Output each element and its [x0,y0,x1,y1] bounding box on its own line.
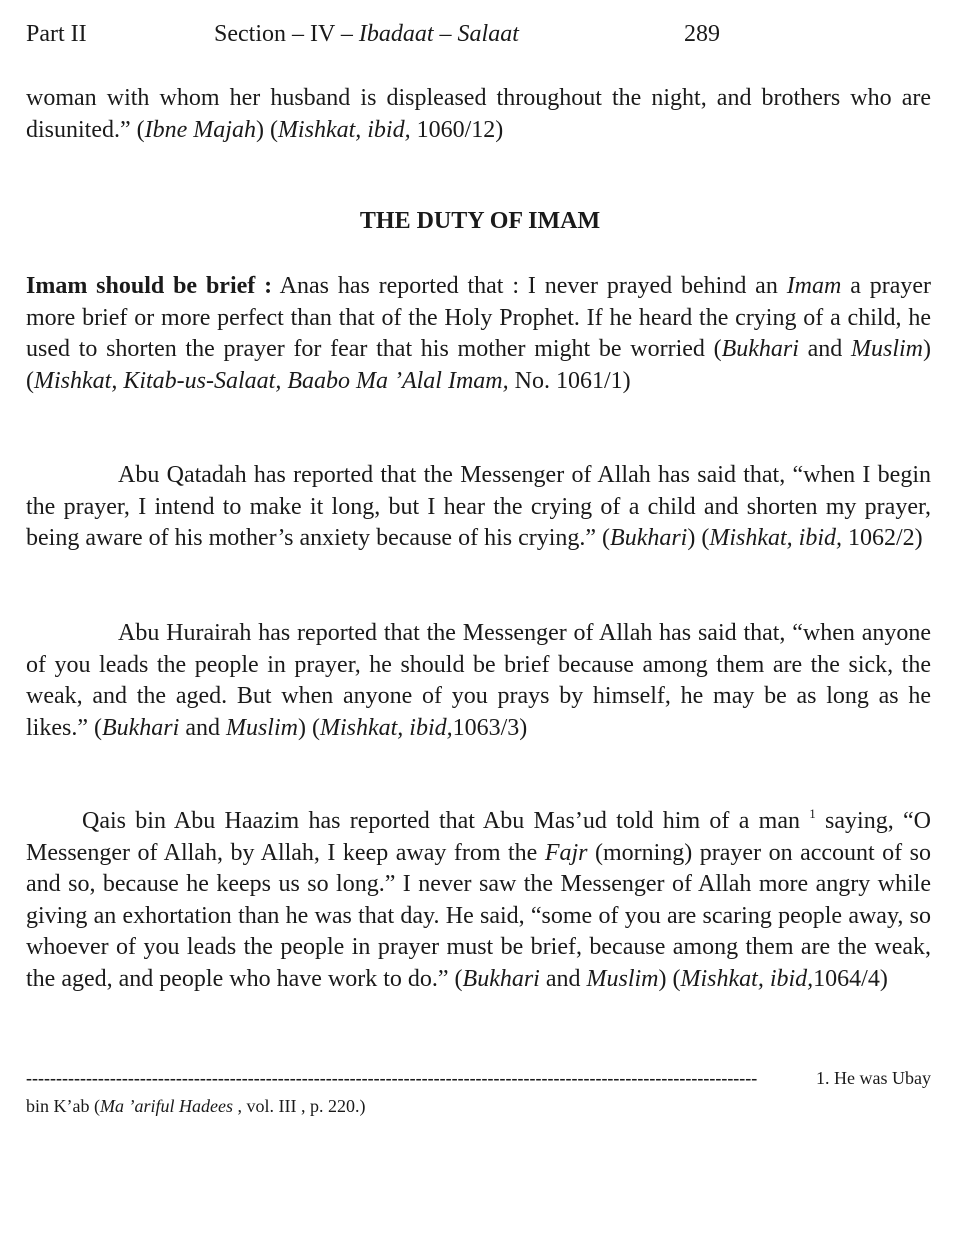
text: , vol. III , p. 220.) [232,1096,366,1116]
citation: Muslim [225,714,298,741]
paragraph-imam-brief [26,271,931,397]
footnote-marker: 1. He was Ubay [814,1064,931,1092]
citation: Bukhari [101,714,180,741]
text: ) ( [658,965,681,992]
section-italic: Ibadaat – Salaat [358,21,519,47]
text: saying, “O Messenger of Allah, by Allah, I keep away from the [26,808,931,866]
paragraph-qais [26,806,931,995]
text: ) ( [297,714,320,741]
footnote-dashes: -------------------------------------------------------------------------------------------------------------------------- [26,1068,758,1088]
citation: Muslim [851,336,923,362]
citation: Bukhari [721,336,799,362]
text: Anas has reported that : I never prayed behind an [272,273,787,299]
citation: Ibne Majah [144,116,256,143]
text: a prayer more brief or more perfect than that of the Holy Prophet. If he heard the crying of a child, he used to shorten the prayer for fear that his mother might be worried ( [26,273,931,362]
footnote-separator [26,1064,931,1092]
citation: Bukhari [462,965,540,992]
text: No. 1061/1) [508,367,631,394]
text: ) ( [687,525,710,551]
paragraph-abu-hurairah [26,618,931,744]
text: 1064/4) [813,965,888,992]
text: and [539,965,587,992]
citation: Mishkat, Kitab-us-Salaat, Baabo Ma ’Alal Imam, [34,367,509,394]
section-title: THE DUTY OF IMAM [359,208,601,234]
page-number: 289 [684,21,720,47]
continuation-paragraph [26,83,931,146]
citation: Muslim [586,965,659,992]
text: Qais bin Abu Haazim has reported that Abu Mas’ud told him of a man [82,808,810,834]
text: bin K’ab ( [26,1096,100,1116]
citation: Mishkat, ibid, [319,714,453,741]
text: 1060/12) [410,116,504,143]
citation: Mishkat, ibid, [680,965,814,992]
text: Abu Qatadah has reported that the Messenger of Allah has said that, “when I begin the prayer, I intend to make it long, but I hear the crying of a child and shorten my prayer, being aware of his mother’s anxiety because of his crying.” ( [26,462,931,551]
text: (morning) prayer on account of so and so, because he keeps us so long.” I never saw the Messenger of Allah more angry while giving an exhortation than he was that day. He said, “some of you are scaring people away, so whoever of you leads the people in prayer must be brief, because among them are the weak, the aged, and people who have work to do.” ( [26,839,932,992]
text: ) ( [255,116,278,143]
citation: Bukhari [610,525,688,551]
italic-term: Fajr [544,839,588,866]
footnote-reference[interactable]: 1 [809,806,816,821]
citation: Mishkat, ibid, [277,116,411,143]
text: and [798,336,851,362]
text: ) ( [26,336,931,394]
text: 1063/3) [452,714,528,741]
text: and [179,714,226,741]
footnote-text [26,1092,365,1120]
page-header [26,16,926,52]
section-prefix: Section – IV – [214,21,359,47]
paragraph-heading: Imam should be brief : [26,273,273,299]
part-label: Part II [26,21,87,47]
citation: Mishkat, ibid, [709,525,842,551]
text: woman with whom her husband is displeased throughout the night, and brothers who are disunited.” ( [26,85,931,143]
text: 1062/2) [842,525,923,551]
paragraph-abu-qatadah [26,460,931,555]
citation: Ma ’ariful Hadees [99,1096,233,1116]
section-label [214,16,519,52]
italic-term: Imam [786,273,842,299]
text: Abu Hurairah has reported that the Messenger of Allah has said that, “when anyone of you leads the people in prayer, he should be brief because among them are the sick, the weak, and the aged. But when anyone of you prays by himself, he may be as long as he likes.” ( [26,620,931,741]
